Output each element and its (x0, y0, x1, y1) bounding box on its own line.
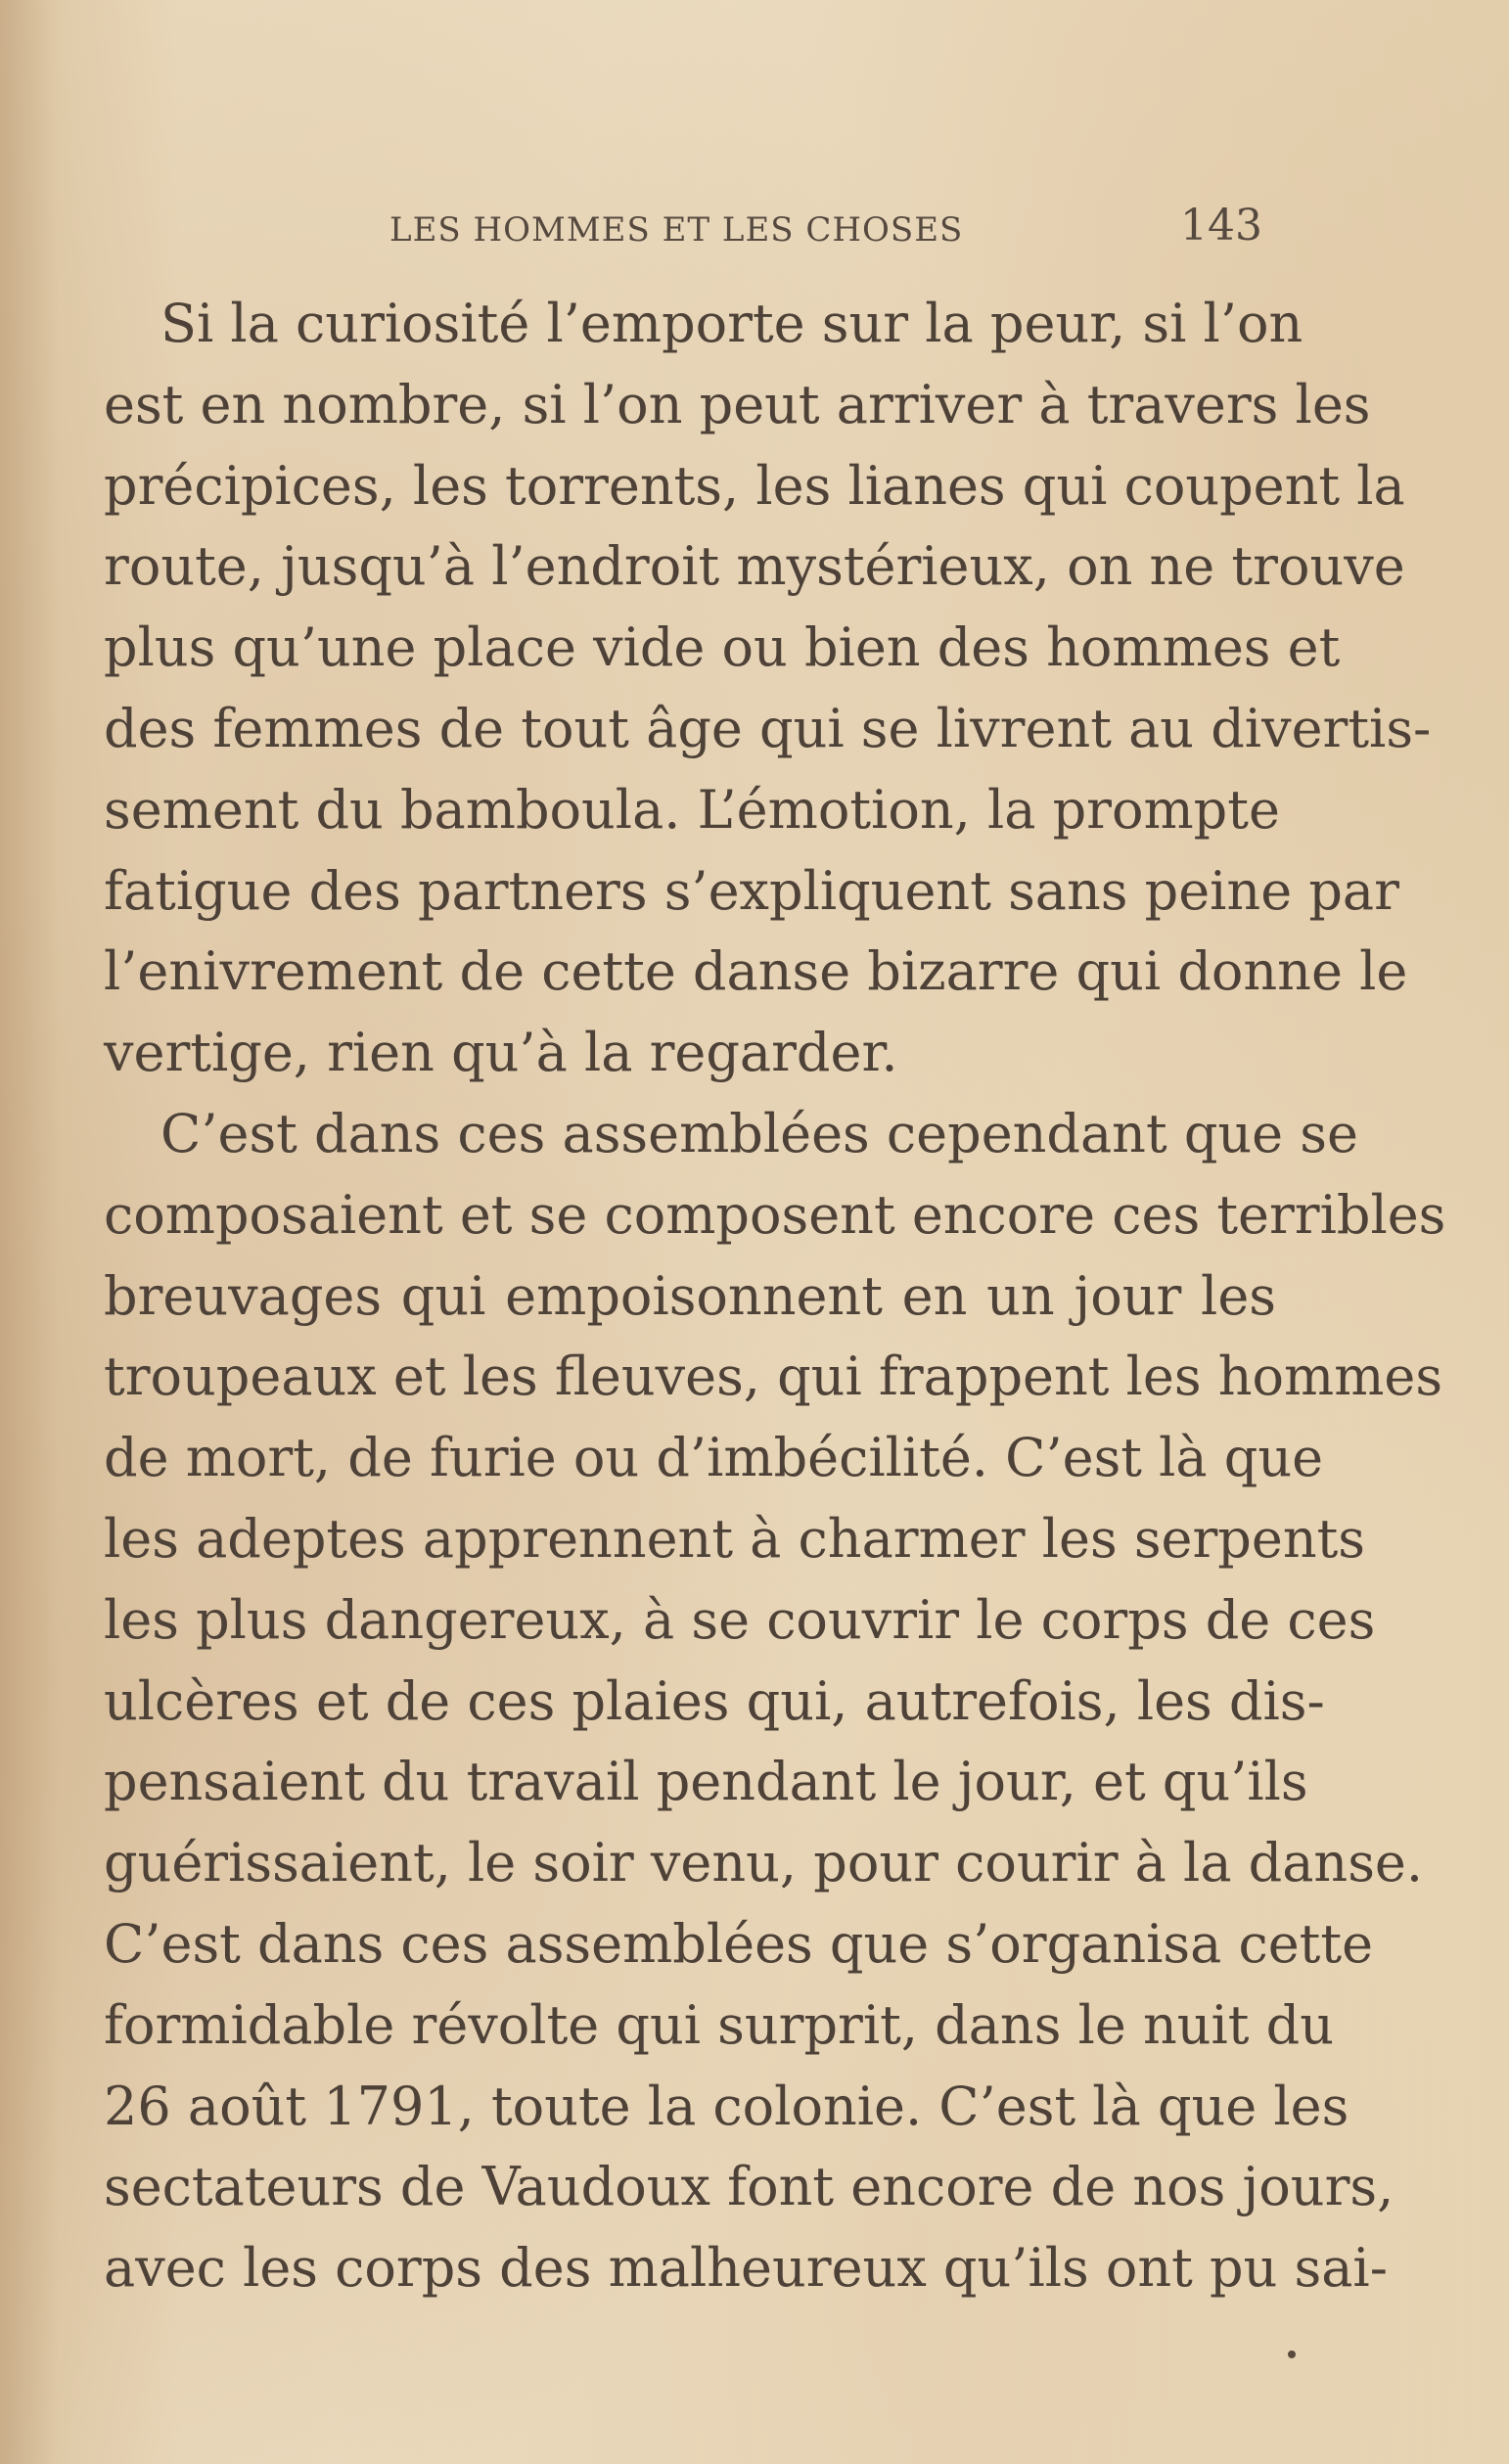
text-line-20: guérissaient, le soir venu, pour courir à la danse. (104, 1832, 1424, 1894)
text-line-22: formidable révolte qui surprit, dans le nuit du (104, 1993, 1335, 2056)
body-text (104, 284, 1446, 2309)
text-line-4: route, jusqu’à l’endroit mystérieux, on ne trouve (104, 535, 1405, 598)
text-line-8: fatigue des partners s’expliquent sans peine par (104, 859, 1399, 922)
text-line-3: précipices, les torrents, les lianes qui coupent la (104, 454, 1405, 517)
text-line-13: breuvages qui empoisonnent en un jour les (104, 1264, 1276, 1327)
text-line-21: C’est dans ces assemblées que s’organisa cette (104, 1912, 1374, 1975)
text-line-12: composaient et se composent encore ces terribles (104, 1183, 1446, 1246)
text-line-17: les plus dangereux, à se couvrir le corps de ces (104, 1588, 1376, 1651)
text-line-7: sement du bamboula. L’émotion, la prompte (104, 778, 1280, 841)
text-line-14: troupeaux et les fleuves, qui frappent les hommes (104, 1346, 1443, 1408)
text-line-18: ulcères et de ces plaies qui, autrefois, les dis- (104, 1669, 1325, 1732)
text-line-1: Si la curiosité l’emporte sur la peur, si l’on (160, 293, 1303, 354)
text-line-19: pensaient du travail pendant le jour, et qu’ils (104, 1751, 1308, 1813)
text-line-16: les adeptes apprennent à charmer les serpents (104, 1507, 1366, 1570)
ink-speck (1288, 2350, 1296, 2358)
text-line-10: vertige, rien qu’à la regarder. (104, 1022, 898, 1084)
page-header (389, 201, 1262, 259)
text-line-25: avec les corps des malheureux qu’ils ont pu sai- (104, 2237, 1388, 2300)
text-line-5: plus qu’une place vide ou bien des hommes et (104, 616, 1341, 679)
page-number: 143 (1180, 201, 1262, 251)
text-line-6: des femmes de tout âge qui se livrent au divertis- (104, 697, 1432, 759)
running-title: LES HOMMES ET LES CHOSES (389, 210, 964, 250)
text-line-23: 26 août 1791, toute la colonie. C’est là que les (104, 2075, 1349, 2137)
text-line-11: C’est dans ces assemblées cependant que se (160, 1102, 1358, 1164)
text-line-2: est en nombre, si l’on peut arriver à travers les (104, 373, 1371, 435)
text-line-9: l’enivrement de cette danse bizarre qui donne le (104, 940, 1408, 1003)
text-line-24: sectateurs de Vaudoux font encore de nos jours, (104, 2156, 1395, 2218)
text-line-15: de mort, de furie ou d’imbécilité. C’est là que (104, 1427, 1324, 1489)
